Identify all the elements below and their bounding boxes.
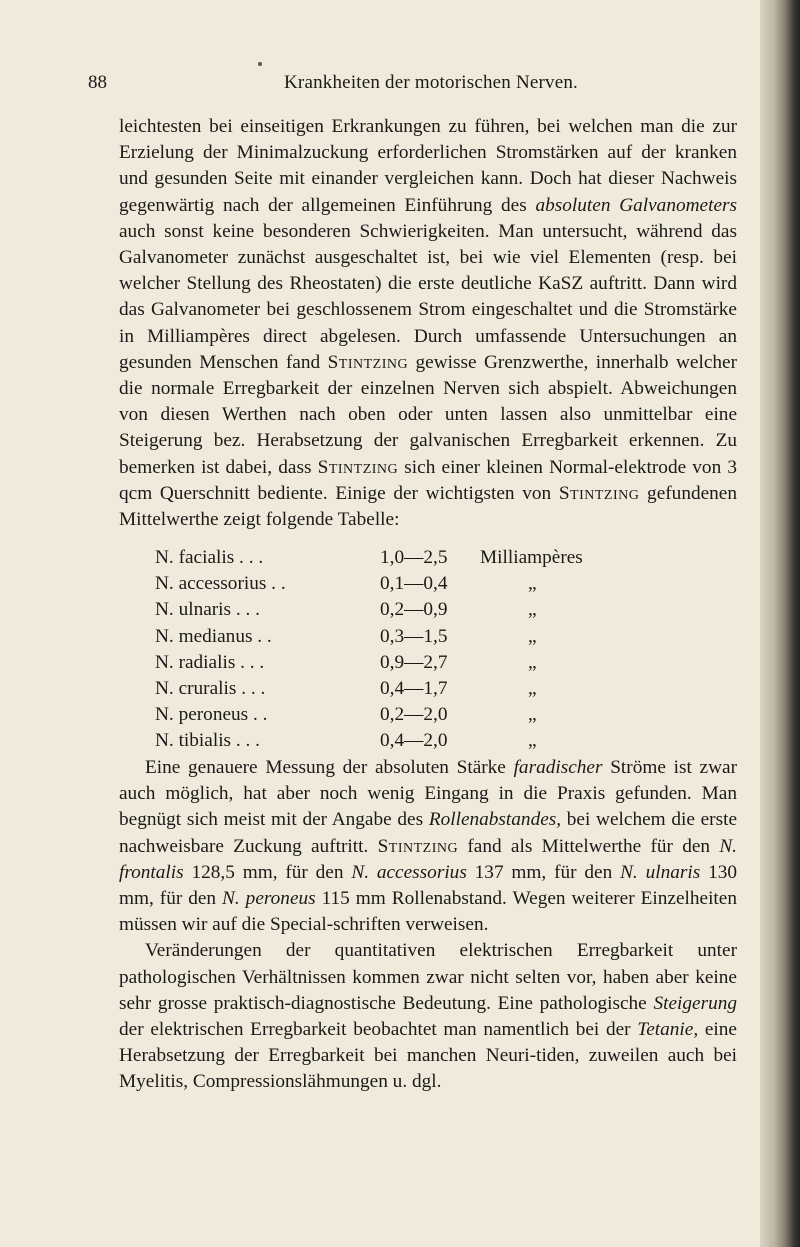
italic-term: N. frontalis [119,835,737,883]
value-range: 0,4—2,0 [380,730,448,752]
ditto-mark: „ [528,599,537,621]
paragraph-pathology [119,938,737,1095]
text-run: 128,5 mm, für den [183,861,352,883]
author-name: Stintzing [377,835,459,857]
nerve-name: N. accessorius . . [155,573,286,595]
italic-term: Rollenabstandes, [428,809,562,831]
ditto-mark: „ [528,730,537,752]
page-number: 88 [88,72,107,93]
text-run: 115 mm Rollenabstand. Wegen weiterer Einzelheiten müssen wir auf die Special-schriften verweisen. [119,888,737,936]
text-run: bei welchem die erste nachweisbare Zuckung auftritt. [119,809,738,857]
value-range: 0,3—1,5 [380,625,448,647]
paragraph-faradic [119,755,737,938]
nerve-name: N. cruralis . . . [155,677,266,699]
text-run: Ströme ist zwar auch möglich, hat aber noch wenig Eingang in die Praxis gefunden. Man begnügt sich meist mit der Angabe des [119,757,737,831]
unit-label: Milliampères [480,547,583,568]
ditto-mark: „ [528,704,537,726]
italic-term: N. accessorius [351,861,467,883]
nerve-name: N. facialis . . . [155,547,264,568]
table-row [155,597,715,623]
italic-term: absoluten Galvanometers [535,194,738,216]
nerve-name: N. radialis . . . [155,651,265,673]
text-run: leichtesten bei einseitigen Erkrankungen zu führen, bei welchen man die zur Erzielung der Minimalzuckung erforderlichen Stromstärken auf der kranken und gesunden Seite mit einander vergleichen kann. Doch hat dieser Nachweis gegenwärtig nach der allgemeinen Einführung des [119,116,737,216]
value-range: 0,4—1,7 [380,677,448,699]
text-run: auch sonst keine besonderen Schwierigkeiten. Man untersucht, während das Galvanometer zunächst ausgeschaltet ist, bei wie viel Elementen (resp. bei welcher Stellung des Rheostaten) die erste deutliche KaSZ auftritt. Dann wird das Galvanometer bei geschlossenem Strom eingeschaltet und die Stromstärke in Milliampères direct abgelesen. Durch umfassende Untersuchungen an gesunden Menschen fand [119,220,737,373]
table-row [155,702,715,728]
text-run: Veränderungen der quantitativen elektrischen Erregbarkeit unter pathologischen Verhältnissen kommen zwar nicht selten vor, haben aber keine sehr grosse praktisch-diagnostische Bedeutung. Eine pathologische [119,940,737,1014]
italic-term: N. peroneus [222,888,316,910]
table-row [155,624,715,650]
italic-term: Tetanie, [637,1019,699,1041]
table-row [155,571,715,597]
table-row [155,650,715,676]
author-name: Stintzing [317,456,399,478]
text-run: sich einer kleinen Normal-elektrode von 3 qcm Querschnitt bediente. Einige der wichtigsten von [119,456,737,504]
running-head: Krankheiten der motorischen Nerven. [284,72,579,93]
value-range: 1,0—2,5 [380,547,448,568]
nerve-name: N. ulnaris . . . [155,599,260,621]
book-spine-shadow [760,0,800,1247]
body-text-upper [119,114,737,533]
text-run: 137 mm, für den [466,861,621,883]
text-run: 130 mm, für den [119,861,737,910]
body-text-lower [119,755,737,1096]
italic-term: faradischer [513,757,603,778]
text-run: eine Herabsetzung der Erregbarkeit bei manchen Neuri-tiden, zuweilen auch bei Myelitis, Compressionslähmungen u. dgl. [119,1019,737,1093]
value-range: 0,9—2,7 [380,651,448,673]
ditto-mark: „ [528,625,537,647]
text-run: gewisse Grenzwerthe, innerhalb welcher die normale Erregbarkeit der einzelnen Nerven sich abspielt. Abweichungen von diesen Werthen nach oben oder unten lassen also unmittelbar eine Steigerung bez. Herabsetzung der galvanischen Erregbarkeit erkennen. Zu bemerken ist dabei, dass [119,351,737,478]
italic-term: N. ulnaris [620,861,701,883]
table-row [155,676,715,702]
text-run: Eine genauere Messung der absoluten Stärke [145,757,514,778]
text-run: der elektrischen Erregbarkeit beobachtet man namentlich bei der [119,1019,638,1041]
value-range: 0,1—0,4 [380,573,448,595]
italic-term: Steigerung [653,992,737,1014]
author-name: Stintzing [558,482,640,504]
nerve-name: N. medianus . . [155,625,272,647]
table-row [155,728,715,754]
ditto-mark: „ [528,573,537,595]
nerve-values-table [155,545,715,755]
table-row [155,545,715,571]
nerve-name: N. tibialis . . . [155,730,260,752]
value-range: 0,2—2,0 [380,704,448,726]
text-run: gefundenen Mittelwerthe zeigt folgende Tabelle: [119,482,737,531]
page-header [0,72,760,100]
nerve-name: N. peroneus . . [155,704,268,726]
ditto-mark: „ [528,651,537,673]
ditto-mark: „ [528,677,537,699]
paragraph-galvanometer [119,114,737,533]
author-name: Stintzing [327,351,409,373]
value-range: 0,2—0,9 [380,599,448,621]
text-run: fand als Mittelwerthe für den [458,835,720,857]
print-speck [258,62,262,66]
